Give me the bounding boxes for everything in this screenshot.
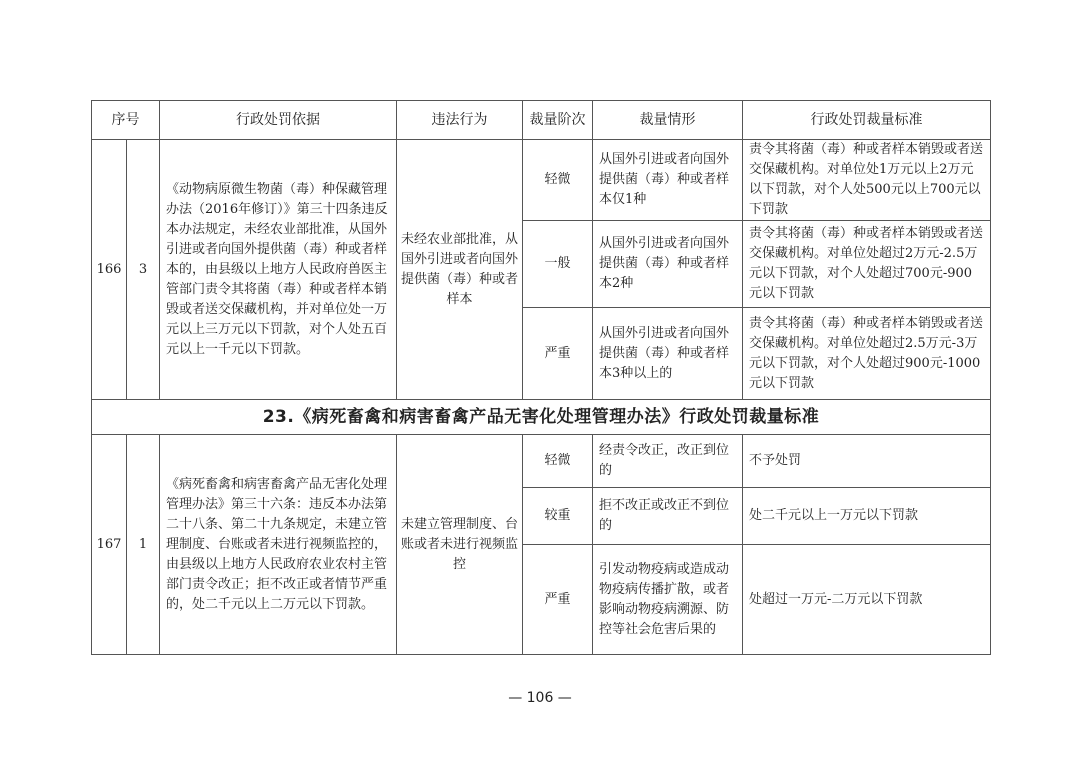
situation-cell: 拒不改正或改正不到位的 bbox=[593, 488, 743, 545]
standard-cell: 处超过一万元-二万元以下罚款 bbox=[743, 545, 991, 655]
standard-cell: 责令其将菌（毒）种或者样本销毁或者送交保藏机构。对单位处超过2.5万元-3万元以下罚款，对个人处超过900元-1000元以下罚款 bbox=[743, 308, 991, 400]
header-standard: 行政处罚裁量标准 bbox=[743, 101, 991, 140]
level-cell: 轻微 bbox=[523, 140, 593, 221]
situation-cell: 经责令改正，改正到位的 bbox=[593, 435, 743, 488]
level-cell: 轻微 bbox=[523, 435, 593, 488]
standard-cell: 责令其将菌（毒）种或者样本销毁或者送交保藏机构。对单位处1万元以上2万元以下罚款，对个人处500元以上700元以下罚款 bbox=[743, 140, 991, 221]
row-number: 167 bbox=[92, 435, 127, 655]
situation-cell: 引发动物疫病或造成动物疫病传播扩散，或者影响动物疫病溯源、防控等社会危害后果的 bbox=[593, 545, 743, 655]
header-violation: 违法行为 bbox=[397, 101, 523, 140]
section-title: 23.《病死畜禽和病害畜禽产品无害化处理管理办法》行政处罚裁量标准 bbox=[92, 400, 991, 435]
level-cell: 严重 bbox=[523, 545, 593, 655]
header-situation: 裁量情形 bbox=[593, 101, 743, 140]
penalty-basis-cell: 《动物病原微生物菌（毒）种保藏管理办法（2016年修订）》第三十四条违反本办法规定，未经农业部批准，从国外引进或者向国外提供菌（毒）种或者样本的，由县级以上地方人民政府兽医主管部门责令其将菌（毒）种或者样本销毁或者送交保藏机构，并对单位处一万元以上三万元以下罚款，对个人处五百元以上一千元以下罚款。 bbox=[160, 140, 397, 400]
level-cell: 较重 bbox=[523, 488, 593, 545]
violation-cell: 未经农业部批准，从国外引进或者向国外提供菌（毒）种或者样本 bbox=[397, 140, 523, 400]
table-row bbox=[92, 140, 991, 221]
violation-cell: 未建立管理制度、台账或者未进行视频监控 bbox=[397, 435, 523, 655]
row-sub-number: 1 bbox=[127, 435, 160, 655]
header-number: 序号 bbox=[92, 101, 160, 140]
table-header-row bbox=[92, 101, 991, 140]
header-level: 裁量阶次 bbox=[523, 101, 593, 140]
standard-cell: 不予处罚 bbox=[743, 435, 991, 488]
penalty-basis-cell: 《病死畜禽和病害畜禽产品无害化处理管理办法》第三十六条：违反本办法第二十八条、第二十九条规定，未建立管理制度、台账或者未进行视频监控的，由县级以上地方人民政府农业农村主管部门责令改正；拒不改正或者情节严重的，处二千元以上二万元以下罚款。 bbox=[160, 435, 397, 655]
table-row bbox=[92, 435, 991, 488]
page-number: — 106 — bbox=[508, 690, 572, 706]
situation-cell: 从国外引进或者向国外提供菌（毒）种或者样本仅1种 bbox=[593, 140, 743, 221]
row-number: 166 bbox=[92, 140, 127, 400]
level-cell: 一般 bbox=[523, 221, 593, 308]
level-cell: 严重 bbox=[523, 308, 593, 400]
section-title-row bbox=[92, 400, 991, 435]
row-sub-number: 3 bbox=[127, 140, 160, 400]
standard-cell: 责令其将菌（毒）种或者样本销毁或者送交保藏机构。对单位处超过2万元-2.5万元以下罚款，对个人处超过700元-900元以下罚款 bbox=[743, 221, 991, 308]
standard-cell: 处二千元以上一万元以下罚款 bbox=[743, 488, 991, 545]
header-basis: 行政处罚依据 bbox=[160, 101, 397, 140]
situation-cell: 从国外引进或者向国外提供菌（毒）种或者样本2种 bbox=[593, 221, 743, 308]
situation-cell: 从国外引进或者向国外提供菌（毒）种或者样本3种以上的 bbox=[593, 308, 743, 400]
penalty-table bbox=[91, 100, 991, 655]
